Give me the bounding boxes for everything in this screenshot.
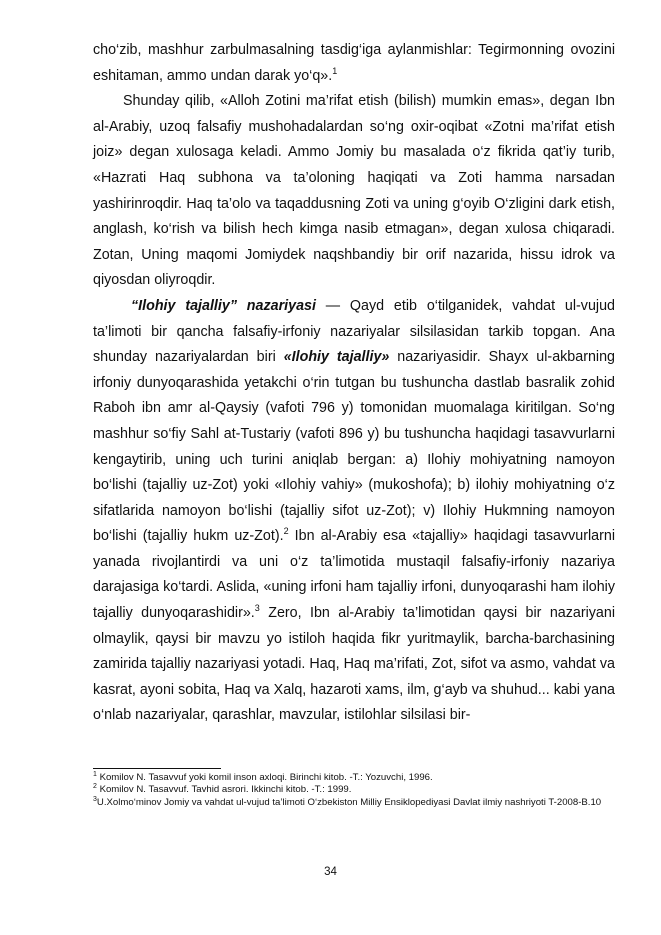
footnote-text: Komilov N. Tasavvuf. Tavhid asrori. Ikkinchi kitob. -T.: 1999. [96, 784, 352, 796]
paragraph-3-text-b: nazariyasidir. Shayx ul-akbarning irfoniy dunyoqarashida yetakchi o‘rin tutgan bu tushuncha dastlab basralik zohid Raboh ibn amr al-Qaysiy (vafoti 796 y) tomonidan muomalaga kiritilgan. So‘ng mashhur so‘fiy Sahl at-Tustariy (vafoti 896 y) bu tushuncha haqidagi tasavvurlarni kengaytirib, uning uch turini aniqlab bergan: a) Ilohiy mohiyatning namoyon bo‘lishi (tajalliy uz-Zot) yoki «Ilohiy vahiy» (mukoshofa); b) ilohiy mohiyatning o‘z sifatlarida namoyon bo‘lishi (tajalliy sifot uz-Zot); v) Ilohiy Hukmning namoyon bo‘lishi (tajalliy hukm uz-Zot). [93, 349, 615, 545]
term-ilohiy-tajalliy: «Ilohiy tajalliy» [283, 349, 390, 366]
footnote-1 [93, 772, 615, 784]
footnote-num: 1 [93, 770, 97, 778]
page-body [93, 38, 615, 729]
footnote-separator [93, 768, 221, 769]
footnote-ref-3[interactable]: 3 [254, 603, 260, 614]
footnote-num: 2 [93, 783, 97, 791]
paragraph-3 [93, 294, 615, 729]
footnote-text: U.Xolmo‘minov Jomiy va vahdat ul-vujud ta’limoti O‘zbekiston Milliy Ensiklopediyasi Davlat ilmiy nashriyoti T-2008-B.10 [96, 796, 602, 808]
paragraph-1 [93, 38, 615, 89]
footnote-text: Komilov N. Tasavvuf yoki komil inson axloqi. Birinchi kitob. -T.: Yozuvchi, 1996. [96, 772, 433, 783]
footnote-num: 3 [93, 795, 97, 803]
paragraph-2: Shunday qilib, «Alloh Zotini ma’rifat etish (bilish) mumkin emas», degan Ibn al-Arabiy, uzoq falsafiy mushohadalardan so‘ng oxir-oqibat «Zotni ma’rifat etish joiz» degan xulosaga keladi. Ammo Jomiy bu masalada o‘z fikrida qat’iy turib, «Hazrati Haq subhona va ta’oloning haqiqati va Zoti hamma narsadan yashirinroqdir. Haq ta’olo va taqaddusning Zoti va uning g‘oyib O‘zligini dark etish, anglash, ko‘rish va bilish hech kimga nasib etmagan», degan xulosa chiqaradi. Zotan, Uning maqomi Jomiydek naqshbandiy bir orif nazarida, hissu idrok va qiyosdan oliyroqdir. [93, 93, 615, 289]
paragraph-1-text: cho‘zib, mashhur zarbulmasalning tasdig‘iga aylanmishlar: Tegirmonning ovozini eshitaman, ammo undan darak yo‘q». [93, 42, 615, 84]
page-number: 34 [324, 866, 337, 878]
paragraph-3-text-c: Ibn al-Arabiy esa «tajalliy» haqidagi tasavvurlarni yanada rivojlantirdi va uni o‘z ta’limotida mustaqil falsafiy-irfoniy nazariya darajasiga ko‘tardi. Aslida, «uning irfoni ham tajalliy irfoni, dunyoqarashi ham ilohiy tajalliy dunyoqarashidir». [93, 528, 615, 622]
section-heading: “Ilohiy tajalliy” nazariyasi [131, 297, 316, 314]
footnote-3 [93, 797, 615, 809]
footnote-ref-1[interactable]: 1 [332, 65, 338, 76]
paragraph-3-text-d: Zero, Ibn al-Arabiy ta’limotidan qaysi bir nazariyani olmaylik, qaysi bir mavzu yo istiloh haqida fikr yuritmaylik, barcha-barchasining zamirida tajalliy nazariyasi yotadi. Haq, Haq ma’rifati, Zot, sifot va asmo, vahdat va kasrat, ayoni sobita, Haq va Xalq, hazaroti xams, ilm, g‘ayb va shuhud... kabi yana o‘nlab nazariyalar, qarashlar, mavzular, istilohlar silsilasi bir- [93, 605, 616, 724]
footnote-ref-2[interactable]: 2 [283, 526, 289, 537]
paragraph-3-text-a: — Qayd etib o‘tilganidek, vahdat ul-vujud ta’limoti bir qancha falsafiy-irfoniy nazariyalar silsilasidan tarkib topgan. Ana shunday nazariyalardan biri [93, 297, 615, 366]
footnote-2 [93, 784, 615, 796]
footnotes [93, 768, 615, 809]
